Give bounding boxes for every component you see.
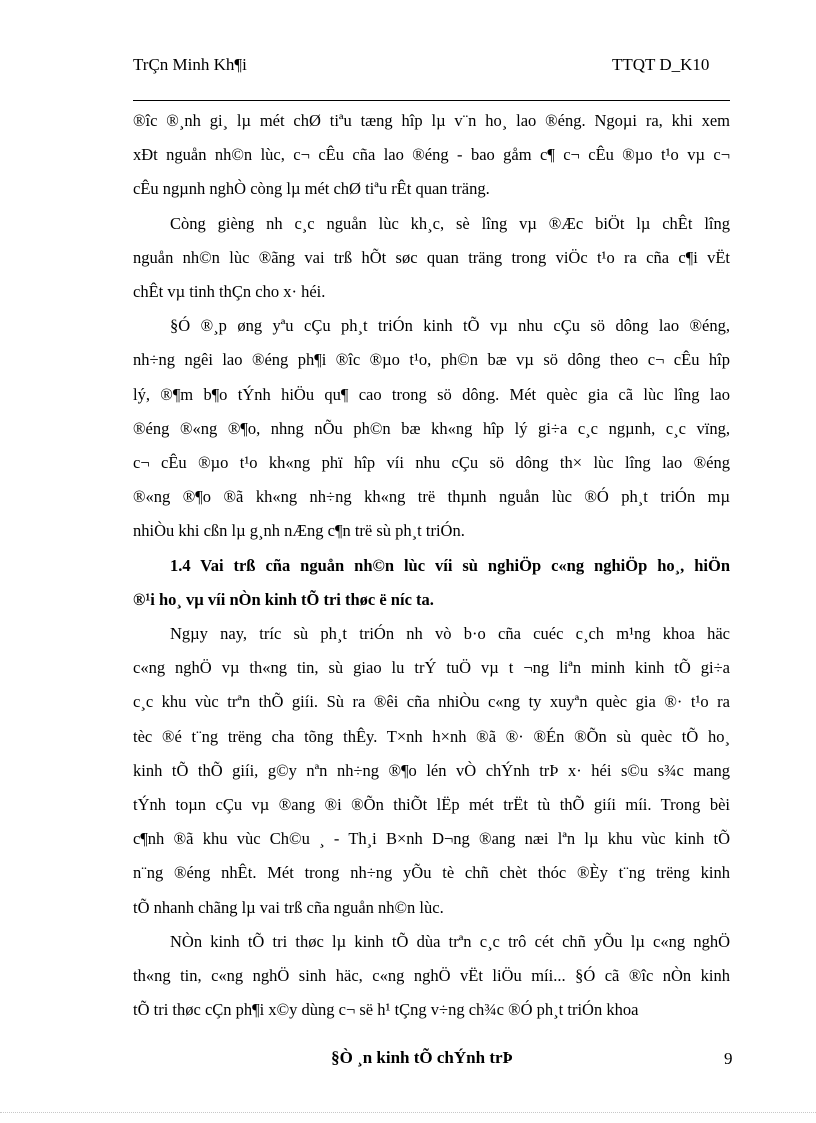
text-line: ®«ng ®¶o ®ã kh«ng nh÷ng kh«ng trë thµnh nguån lùc ®Ó ph¸t triÓn mµ [133,487,730,507]
text-line: c¸c khu vùc trªn thÕ giíi. Sù ra ®êi cña nhiÒu c«ng ty xuyªn quèc gia ®· t¹o ra [133,692,730,712]
header-divider [133,100,730,101]
text-line: ®¹i ho¸ vµ víi nÒn kinh tÕ tri thøc ë níc ta. [133,589,434,609]
text-line: kinh tÕ thÕ giíi, g©y nªn nh÷ng ®¶o lén vÒ chÝnh trÞ x· héi s©u s¾c mang [133,760,730,780]
section-heading [133,549,730,617]
header-author: TrÇn Minh Kh¶i [133,55,247,74]
text-line: nh÷ng ngêi lao ®éng ph¶i ®îc ®µo t¹o, ph©n bæ vµ sö dông theo c¬ cÊu hîp [133,350,730,370]
paragraph [133,207,730,310]
text-line: tèc ®é t¨ng trëng cha tõng thÊy. T×nh h×nh ®ã ®· ®Én ®Õn sù quèc tÕ ho¸ [133,726,730,746]
text-line: nhiÒu khi cßn lµ g¸nh nÆng c¶n trë sù ph¸t triÓn. [133,521,465,541]
page-bottom-border [0,1112,816,1113]
footer-title: §Ò ¸n kinh tÕ chÝnh trÞ [331,1048,513,1067]
text-line: §Ó ®¸p øng yªu cÇu ph¸t triÓn kinh tÕ vµ nhu cÇu sö dông lao ®éng, [170,316,730,336]
text-line: ®éng ®«ng ®¶o, nhng nÕu ph©n bæ kh«ng hîp lý gi÷a c¸c ngµnh, c¸c vïng, [133,418,730,438]
text-line: 1.4 Vai trß cña nguån nh©n lùc víi sù nghiÖp c«ng nghiÖp ho¸, hiÖn [170,555,730,575]
document-body [133,104,730,1027]
text-line: c¶nh ®ã khu vùc Ch©u ¸ - Th¸i B×nh D¬ng ®ang næi lªn lµ khu vùc kinh tÕ [133,829,730,849]
paragraph [133,617,730,925]
text-line: cÊu ngµnh nghÒ còng lµ mét chØ tiªu rÊt quan träng. [133,179,490,199]
text-line: lý, ®¶m b¶o tÝnh hiÖu qu¶ cao trong sö dông. Mét quèc gia cã lùc lîng lao [133,384,730,404]
text-line: Còng gièng nh c¸c nguån lùc kh¸c, sè lîng vµ ®Æc biÖt lµ chÊt lîng [170,213,730,233]
paragraph [133,104,730,207]
text-line: tÕ nhanh chãng lµ vai trß cña nguån nh©n lùc. [133,897,444,917]
paragraph [133,309,730,548]
text-line: chÊt vµ tinh thÇn cho x· héi. [133,282,326,302]
text-line: c¬ cÊu ®µo t¹o kh«ng phï hîp víi nhu cÇu sö dông th× lùc lîng lao ®éng [133,453,730,473]
page-number: 9 [724,1049,733,1068]
text-line: n¨ng ®éng nhÊt. Mét trong nh÷ng yÕu tè chñ chèt thóc ®Èy t¨ng trëng kinh [133,863,730,883]
text-line: Ngµy nay, tríc sù ph¸t triÓn nh vò b·o cña cuéc c¸ch m¹ng khoa häc [170,624,730,644]
text-line: xÐt nguån nh©n lùc, c¬ cÊu cña lao ®éng - bao gåm c¶ c¬ cÊu ®µo t¹o vµ c¬ [133,145,730,165]
text-line: ®îc ®¸nh gi¸ lµ mét chØ tiªu tæng hîp lµ v¨n ho¸ lao ®éng. Ngoµi ra, khi xem [133,111,730,130]
text-line: tÕ tri thøc cÇn ph¶i x©y dùng c¬ së h¹ tÇng v÷ng ch¾c ®Ó ph¸t triÓn khoa [133,1000,639,1020]
text-line: NÒn kinh tÕ tri thøc lµ kinh tÕ dùa trªn c¸c trô cét chñ yÕu lµ c«ng nghÖ [170,931,730,951]
text-line: c«ng nghÖ vµ th«ng tin, sù giao lu trÝ tuÖ vµ t ¬ng liªn minh kinh tÕ gi÷a [133,658,730,678]
header-class-code: TTQT D_K10 [612,55,710,74]
paragraph [133,925,730,1028]
text-line: th«ng tin, c«ng nghÖ sinh häc, c«ng nghÖ vËt liÖu míi... §Ó cã ®îc nÒn kinh [133,966,730,986]
text-line: nguån nh©n lùc ®ãng vai trß hÕt søc quan träng trong viÖc t¹o ra cña c¶i vËt [133,247,730,267]
text-line: tÝnh toµn cÇu vµ ®ang ®i ®Õn thiÕt lËp mét trËt tù thÕ giíi míi. Trong bèi [133,795,730,815]
